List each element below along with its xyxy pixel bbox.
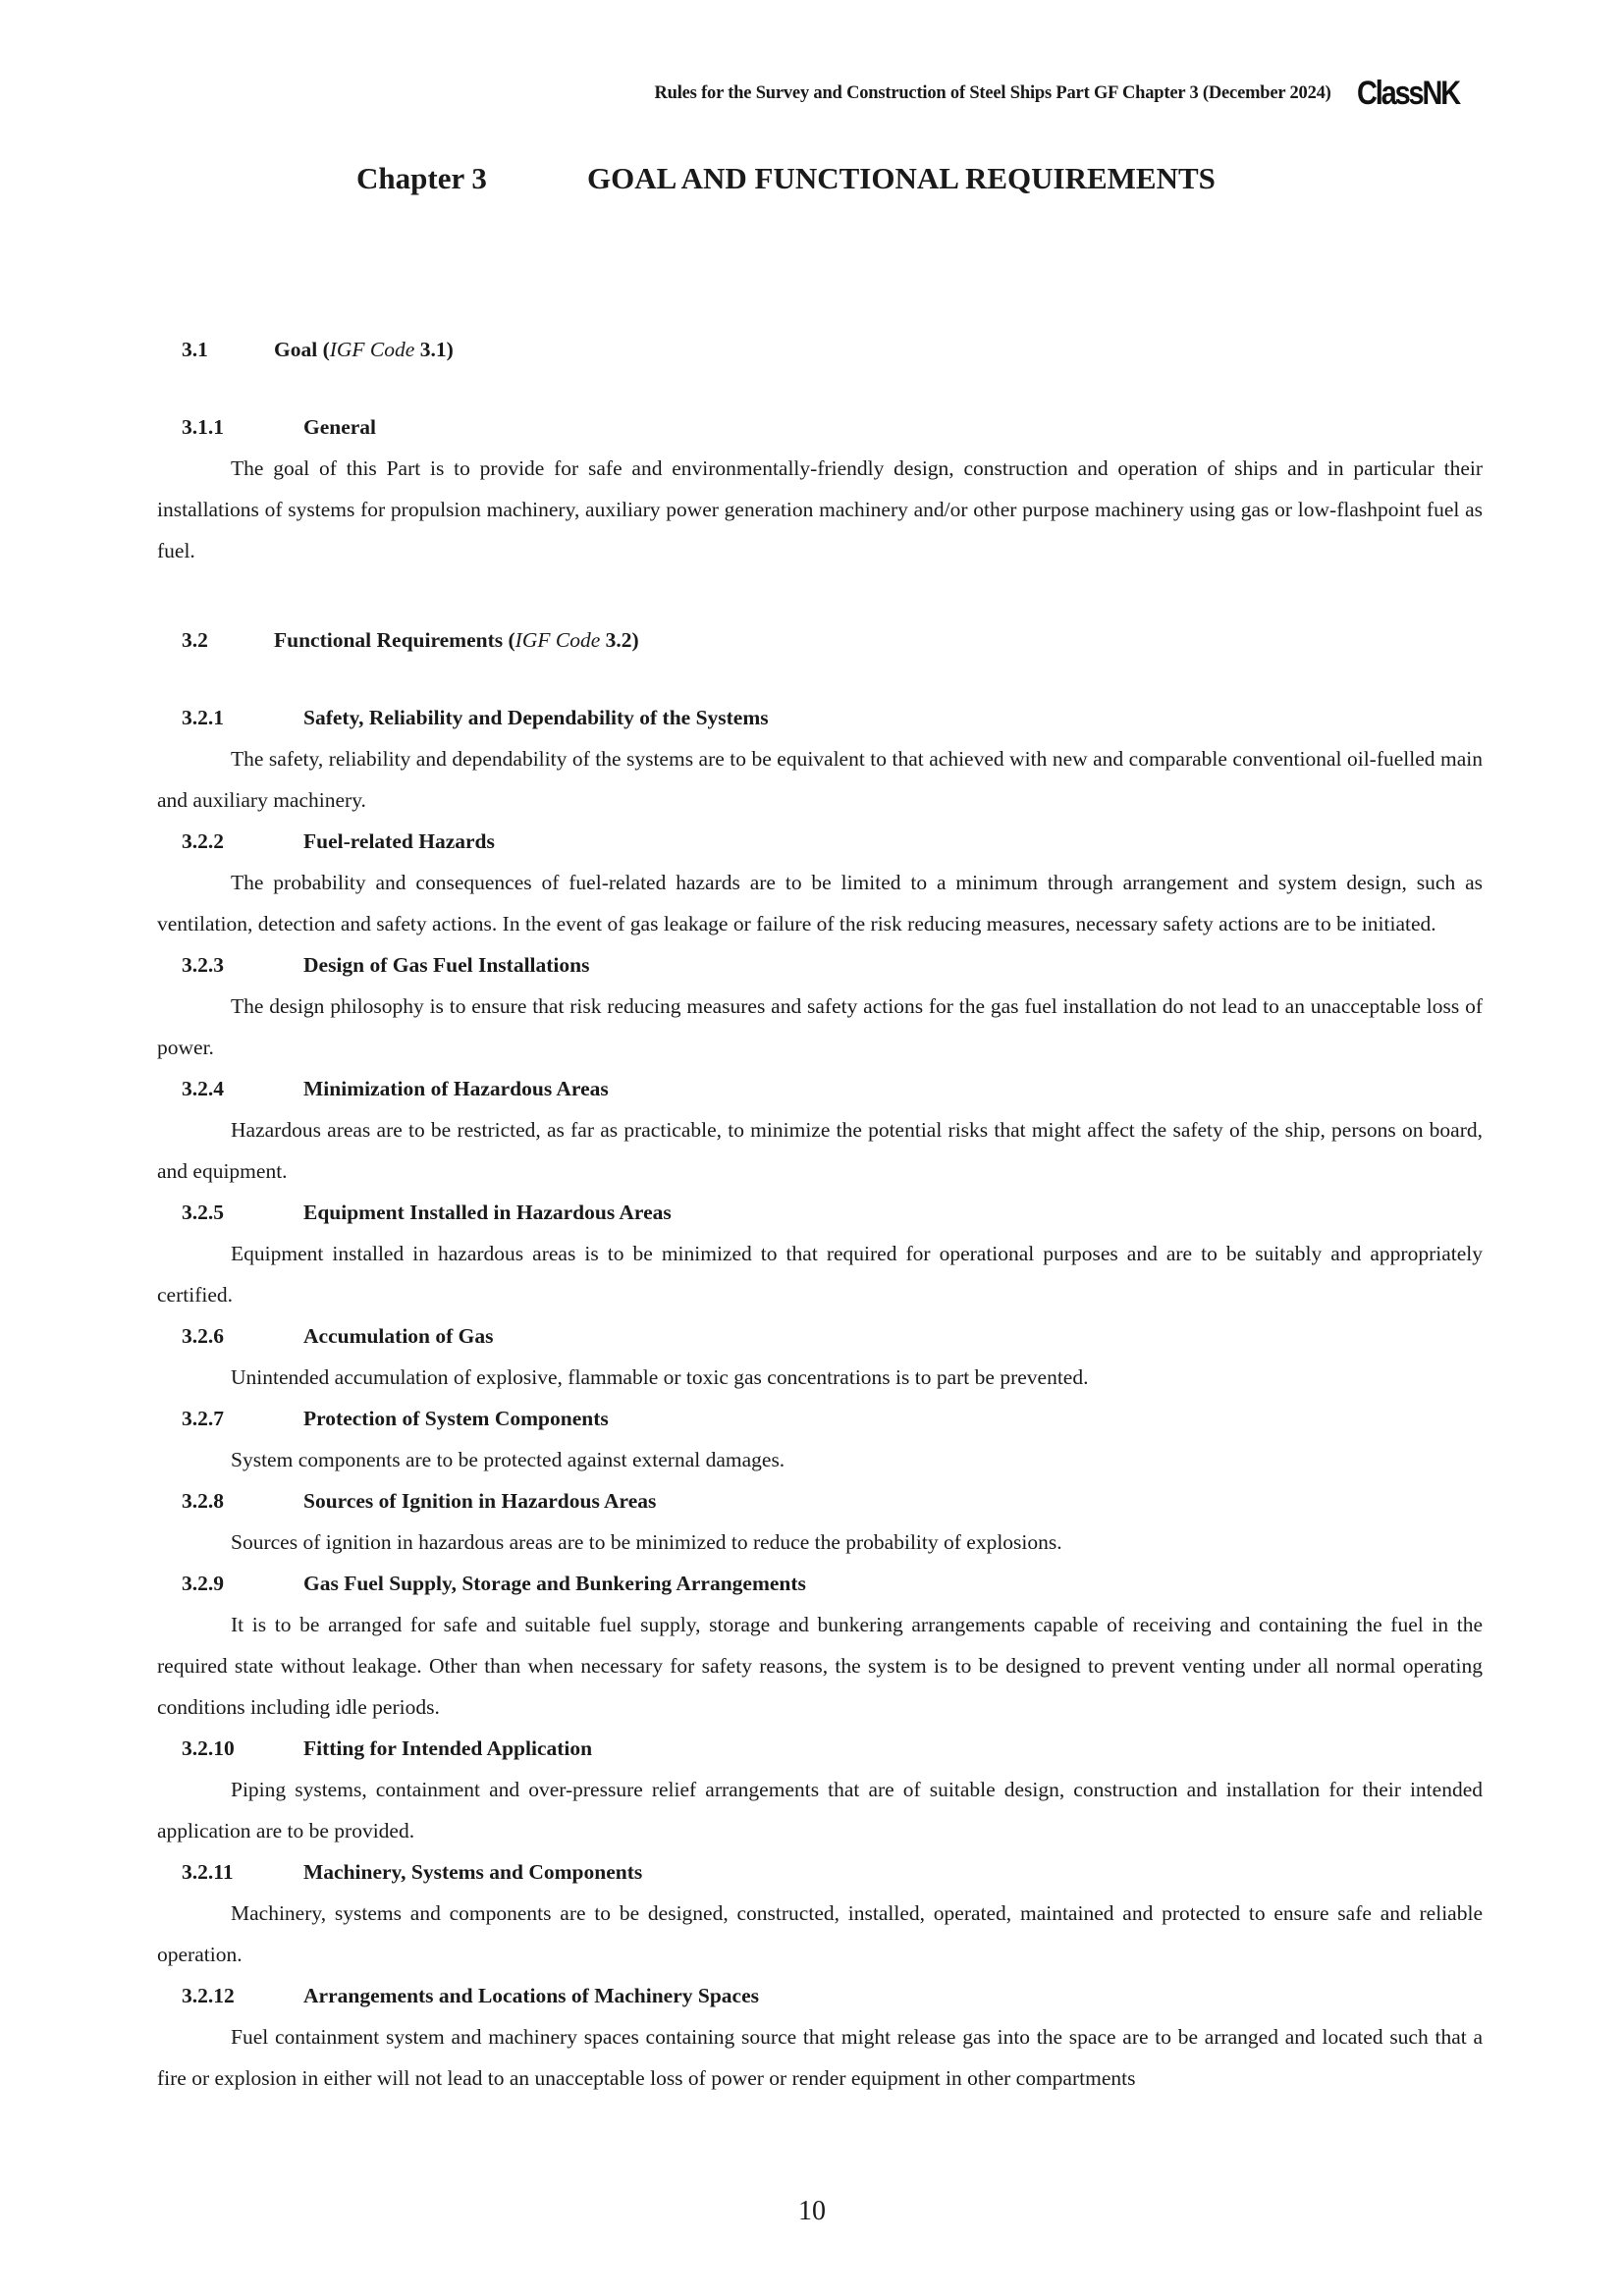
chapter-title [356, 161, 1216, 196]
subsection-number: 3.2.1 [182, 706, 224, 729]
subsection-title: Protection of System Components [303, 1407, 609, 1430]
subsection-title: Accumulation of Gas [303, 1324, 494, 1348]
subsection-title: Gas Fuel Supply, Storage and Bunkering Arrangements [303, 1572, 806, 1595]
subsection-number: 3.1.1 [182, 415, 224, 439]
paragraph: Unintended accumulation of explosive, flammable or toxic gas concentrations is to part be prevented. [231, 1365, 1089, 1389]
subsection-heading [182, 1851, 1483, 1893]
running-header [654, 77, 1477, 110]
subsection-heading [182, 1398, 1483, 1439]
subsection-heading [182, 1563, 1483, 1604]
paragraph: The probability and consequences of fuel-related hazards are to be limited to a minimum through arrangement and system design, such as ventilation, detection and safety actions. In the event of gas leakage or failure of the risk reducing measures, necessary safety actions are to be initiated. [157, 871, 1483, 935]
section-title: Functional Requirements (IGF Code 3.2) [274, 628, 639, 652]
subsection-title: General [303, 415, 377, 439]
subsection-number: 3.2.12 [182, 1984, 235, 2007]
subsection-title: Minimization of Hazardous Areas [303, 1077, 609, 1100]
subsection-number: 3.2.8 [182, 1489, 224, 1513]
paragraph: Equipment installed in hazardous areas is to be minimized to that required for operational purposes and are to be suitably and appropriately certified. [157, 1242, 1483, 1307]
subsection-heading [182, 406, 1483, 448]
chapter-heading: GOAL AND FUNCTIONAL REQUIREMENTS [587, 161, 1216, 195]
subsection-title: Safety, Reliability and Dependability of the Systems [303, 706, 769, 729]
page-number: 10 [798, 2196, 826, 2226]
subsection-number: 3.2.5 [182, 1201, 224, 1224]
subsection-number: 3.2.3 [182, 953, 224, 977]
subsection-title: Fitting for Intended Application [303, 1736, 593, 1760]
subsection-number: 3.2.2 [182, 829, 224, 853]
subsection-heading [182, 821, 1483, 862]
subsection-title: Fuel-related Hazards [303, 829, 495, 853]
subsection-number: 3.2.6 [182, 1324, 224, 1348]
paragraph: The safety, reliability and dependability of the systems are to be equivalent to that achieved with new and comparable conventional oil-fuelled main and auxiliary machinery. [157, 747, 1483, 812]
document-body [157, 330, 1483, 2099]
subsection-title: Machinery, Systems and Components [303, 1860, 643, 1884]
section-title: Goal (IGF Code 3.1) [274, 338, 454, 361]
subsection-title: Equipment Installed in Hazardous Areas [303, 1201, 672, 1224]
subsection-heading [182, 1728, 1483, 1769]
subsection-title: Sources of Ignition in Hazardous Areas [303, 1489, 657, 1513]
paragraph: The design philosophy is to ensure that risk reducing measures and safety actions for the gas fuel installation do not lead to an unacceptable loss of power. [157, 994, 1483, 1059]
paragraph: Sources of ignition in hazardous areas are to be minimized to reduce the probability of explosions. [231, 1530, 1062, 1554]
subsection-heading [182, 1315, 1483, 1357]
section-number: 3.1 [182, 338, 208, 361]
paragraph: Machinery, systems and components are to be designed, constructed, installed, operated, maintained and protected to ensure safe and reliable operation. [157, 1901, 1483, 1966]
subsection-number: 3.2.10 [182, 1736, 235, 1760]
subsection-heading [182, 1192, 1483, 1233]
section-heading [182, 620, 1483, 660]
subsection-number: 3.2.11 [182, 1860, 234, 1884]
subsection-title: Arrangements and Locations of Machinery Spaces [303, 1984, 760, 2007]
section-heading [182, 330, 1483, 369]
paragraph: Fuel containment system and machinery spaces containing source that might release gas into the space are to be arranged and located such that a fire or explosion in either will not lead to an unacceptable loss of power or render equipment in other compartments [157, 2025, 1483, 2090]
subsection-number: 3.2.7 [182, 1407, 224, 1430]
subsection-title: Design of Gas Fuel Installations [303, 953, 590, 977]
subsection-heading [182, 1975, 1483, 2016]
subsection-heading [182, 1068, 1483, 1109]
paragraph: Piping systems, containment and over-pressure relief arrangements that are of suitable design, construction and installation for their intended application are to be provided. [157, 1778, 1483, 1842]
subsection-list [157, 697, 1483, 2099]
section-number: 3.2 [182, 628, 208, 652]
paragraph: Hazardous areas are to be restricted, as far as practicable, to minimize the potential risks that might affect the safety of the ship, persons on board, and equipment. [157, 1118, 1483, 1183]
classnk-logo: ClassNK [1356, 75, 1459, 112]
chapter-number: Chapter 3 [356, 161, 487, 195]
paragraph: It is to be arranged for safe and suitable fuel supply, storage and bunkering arrangements capable of receiving and containing the fuel in the required state without leakage. Other than when necessary for safety reasons, the system is to be designed to prevent venting under all normal operating conditions including idle periods. [157, 1613, 1483, 1719]
running-title: Rules for the Survey and Construction of Steel Ships Part GF Chapter 3 (December 2024) [654, 82, 1331, 103]
subsection-number: 3.2.4 [182, 1077, 224, 1100]
paragraph: System components are to be protected against external damages. [231, 1448, 785, 1471]
subsection-number: 3.2.9 [182, 1572, 224, 1595]
subsection-heading [182, 697, 1483, 738]
subsection-heading [182, 944, 1483, 986]
paragraph: The goal of this Part is to provide for safe and environmentally-friendly design, construction and operation of ships and in particular their installations of systems for propulsion machinery, auxiliary power generation machinery and/or other purpose machinery using gas or low-flashpoint fuel as fuel. [157, 456, 1483, 562]
subsection-heading [182, 1480, 1483, 1522]
